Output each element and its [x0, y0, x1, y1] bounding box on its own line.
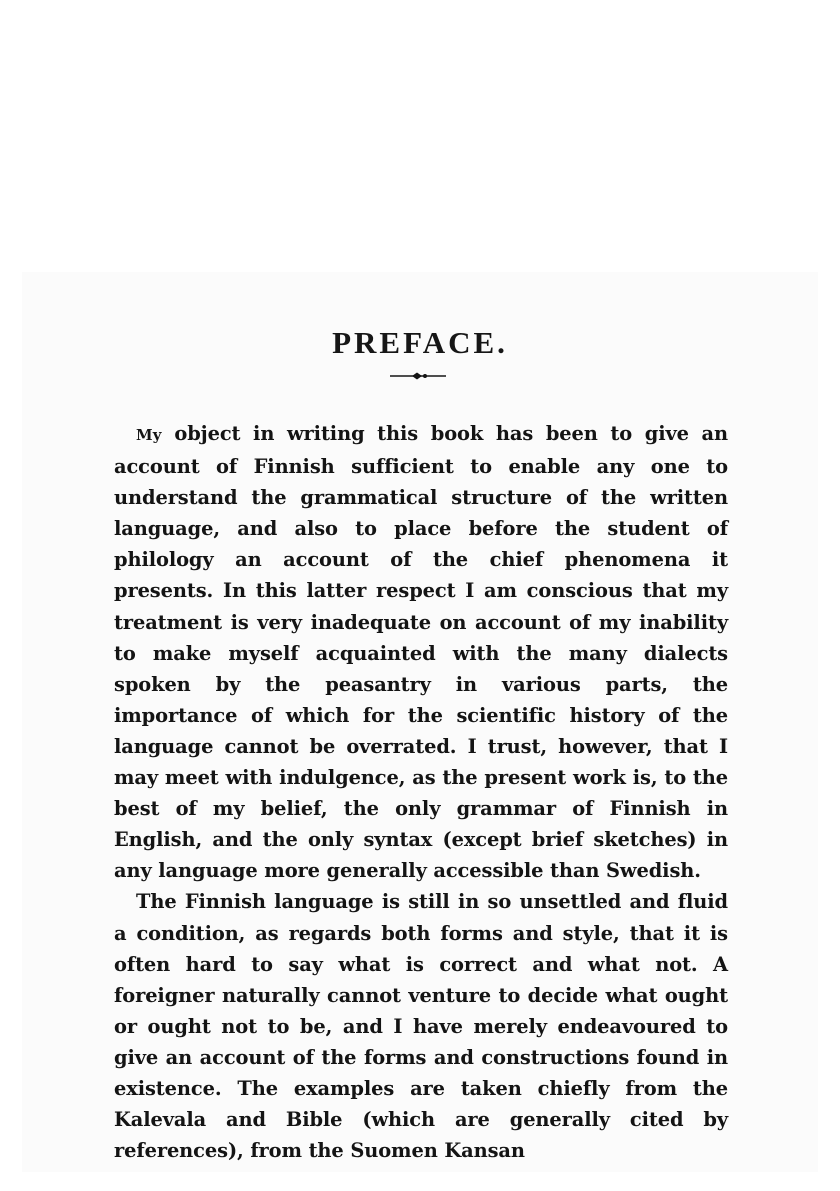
paragraph-text: object in writing this book has been to give an account of Finnish sufficient to enable any one to understand the grammatical structure of the written language, and also to place before the student of philology an account of the chief phenomena it presents. In this latter respect I am conscious that my treatment is very inadequate on account of my inability to make myself acquainted with the many dialects spoken by the peasantry in various parts, the importance of which for the scientific history of the language cannot be overrated. I trust, however, that I may meet with indulgence, as the present work is, to the best of my belief, the only grammar of Finnish in English, and the only syntax (except brief sketches) in any language more generally accessible than Swedish. [114, 422, 728, 883]
ornament-divider-icon [388, 370, 448, 382]
paragraph-text: The Finnish language is still in so unsettled and fluid a condition, as regards both forms and style, that it is often hard to say what is correct and what not. A foreigner naturally cannot venture to decide what ought or ought not to be, and I have merely endeavoured to give an account of the forms and constructions found in existence. The examples are taken chiefly from the Kalevala and Bible (which are generally cited by references), from the Suomen Kansan [114, 890, 728, 1163]
paragraph [114, 418, 728, 886]
paragraph [114, 886, 728, 1166]
small-caps-lead: My [136, 426, 162, 444]
preface-body [114, 418, 728, 1166]
page-title: PREFACE. [332, 324, 508, 360]
